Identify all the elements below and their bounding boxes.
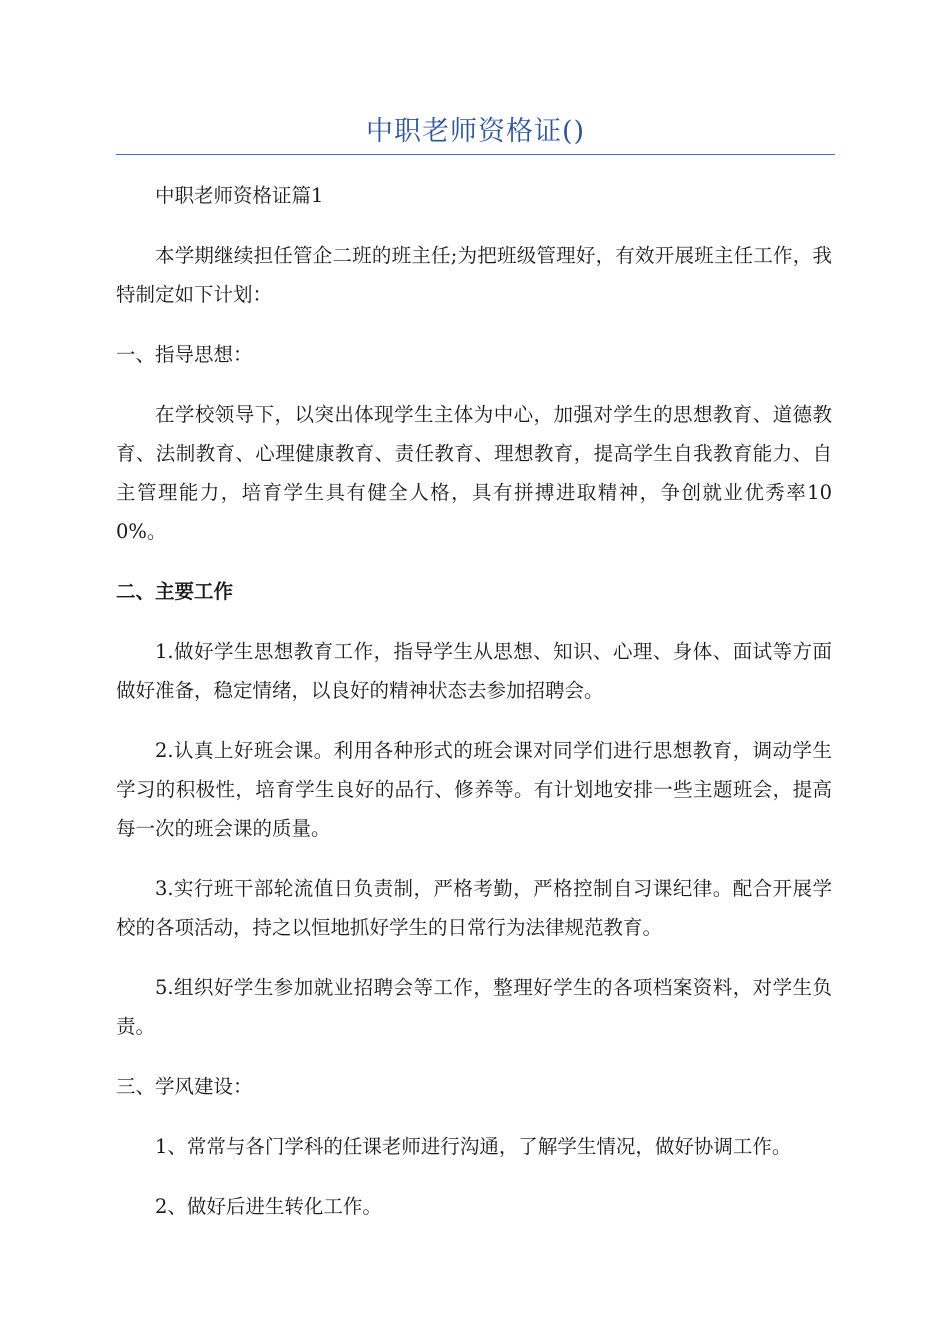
paragraph-study-item-1: 1、常常与各门学科的任课老师进行沟通，了解学生情况，做好协调工作。 xyxy=(155,1135,792,1158)
paragraph-work-item-2: 2.认真上好班会课。利用各种形式的班会课对同学们进行思想教育，调动学生学习的积极性，培育学生良好的品行、修养等。有计划地安排一些主题班会，提高每一次的班会课的质量。 xyxy=(116,739,832,840)
heading-main-work: 二、主要工作 xyxy=(116,580,234,603)
paragraph-study-item-2: 2、做好后进生转化工作。 xyxy=(155,1195,382,1218)
paragraph-section-title: 中职老师资格证篇1 xyxy=(155,184,324,207)
heading-guiding-ideology: 一、指导思想： xyxy=(116,343,253,366)
title-underline xyxy=(116,154,835,155)
paragraph-guiding-ideology: 在学校领导下，以突出体现学生主体为中心，加强对学生的思想教育、道德教育、法制教育、心理健康教育、责任教育、理想教育，提高学生自我教育能力、自主管理能力，培育学生具有健全人格，具有拼搏进取精神，争创就业优秀率100%。 xyxy=(116,403,832,543)
paragraph-work-item-1: 1.做好学生思想教育工作，指导学生从思想、知识、心理、身体、面试等方面做好准备，稳定情绪，以良好的精神状态去参加招聘会。 xyxy=(116,640,832,702)
paragraph-intro: 本学期继续担任管企二班的班主任;为把班级管理好，有效开展班主任工作，我特制定如下计划： xyxy=(116,244,832,306)
document-title: 中职老师资格证() xyxy=(365,116,586,147)
paragraph-work-item-5: 5.组织好学生参加就业招聘会等工作，整理好学生的各项档案资料，对学生负责。 xyxy=(116,976,832,1038)
heading-study-style: 三、学风建设： xyxy=(116,1075,253,1098)
paragraph-work-item-3: 3.实行班干部轮流值日负责制，严格考勤，严格控制自习课纪律。配合开展学校的各项活动，持之以恒地抓好学生的日常行为法律规范教育。 xyxy=(116,877,832,939)
document-body xyxy=(116,176,832,1247)
